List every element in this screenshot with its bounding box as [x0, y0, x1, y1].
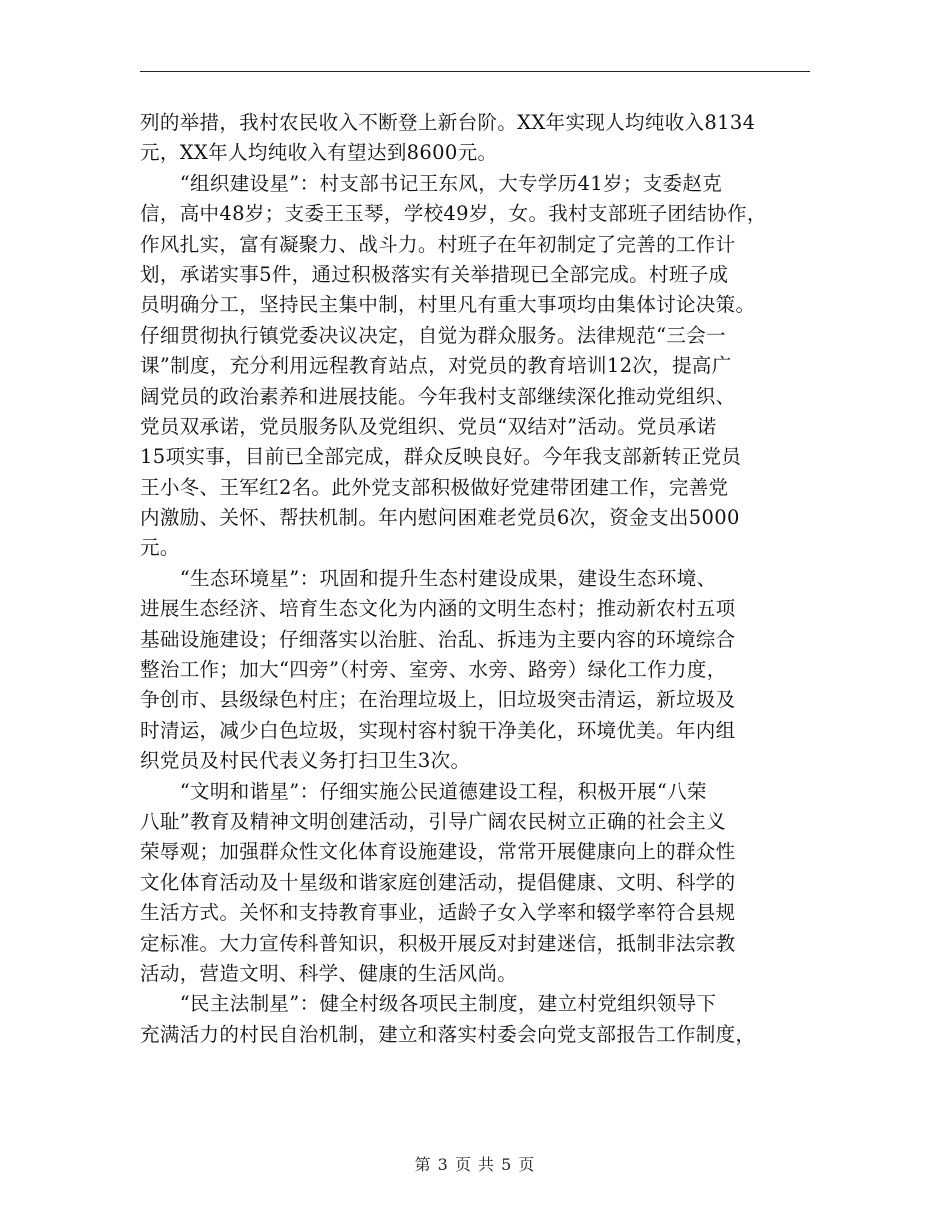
text-line: 信，高中48岁；支委王玉琴，学校49岁，女。我村支部班子团结协作， — [140, 202, 767, 226]
text-line: 八耻”教育及精神文明创建活动，引导广阔农民树立正确的社会主义 — [140, 809, 726, 833]
text-line: 织党员及村民代表义务打扫卫生3次。 — [140, 749, 471, 773]
text-line: “民主法制星”：健全村级各项民主制度，建立村党组织领导下 — [140, 992, 717, 1016]
text-line: 内激励、关怀、帮扶机制。年内慰问困难老党员6次，资金支出5000 — [140, 506, 740, 530]
text-line: 15项实事，目前已全部完成，群众反映良好。今年我支部新转正党员 — [140, 445, 742, 469]
text-line: 划，承诺实事5件，通过积极落实有关举措现已全部完成。村班子成 — [140, 262, 729, 286]
text-line: 王小冬、王军红2名。此外党支部积极做好党建带团建工作，完善党 — [140, 475, 729, 499]
text-line: “文明和谐星”：仔细实施公民道德建设工程，积极开展“八荣 — [140, 779, 707, 803]
text-line: 元，XX年人均纯收入有望达到8600元。 — [140, 141, 498, 165]
text-line: 元。 — [140, 536, 180, 560]
text-line: 生活方式。关怀和支持教育事业，适龄子女入学率和辍学率符合县规 — [140, 901, 736, 925]
text-line: “生态环境星”：巩固和提升生态村建设成果，建设生态环境、 — [140, 566, 717, 590]
text-line: 时清运，减少白色垃圾，实现村容村貌干净美化，环境优美。年内组 — [140, 718, 736, 742]
text-line: 列的举措，我村农民收入不断登上新台阶。XX年实现人均纯收入8134 — [140, 111, 756, 134]
page-footer: 第 3 页 共 5 页 — [414, 1155, 536, 1174]
text-line: 定标准。大力宣传科普知识，积极开展反对封建迷信，抵制非法宗教 — [140, 931, 736, 955]
text-line: 争创市、县级绿色村庄；在治理垃圾上，旧垃圾突击清运，新垃圾及 — [140, 688, 736, 712]
text-line: 进展生态经济、培育生态文化为内涵的文明生态村；推动新农村五项 — [140, 597, 736, 621]
text-line: 活动，营造文明、科学、健康的生活风尚。 — [140, 961, 518, 985]
text-line: 文化体育活动及十星级和谐家庭创建活动，提倡健康、文明、科学的 — [140, 870, 736, 894]
text-line: 员明确分工，坚持民主集中制，村里凡有重大事项均由集体讨论决策。 — [140, 293, 756, 317]
text-line: 整治工作；加大“四旁”（村旁、室旁、水旁、路旁）绿化工作力度， — [140, 658, 727, 682]
text-line: 作风扎实，富有凝聚力、战斗力。村班子在年初制定了完善的工作计 — [140, 232, 736, 256]
text-line: 基础设施建设；仔细落实以治脏、治乱、拆违为主要内容的环境综合 — [140, 627, 736, 651]
text-line: 阔党员的政治素养和进展技能。今年我村支部继续深化推动党组织、 — [140, 384, 736, 408]
text-line: 荣辱观；加强群众性文化体育设施建设，常常开展健康向上的群众性 — [140, 840, 736, 864]
text-line: “组织建设星”：村支部书记王东风，大专学历41岁；支委赵克 — [140, 171, 723, 195]
text-line: 仔细贯彻执行镇党委决议决定，自觉为群众服务。法律规范“三会一 — [140, 323, 726, 347]
text-line: 党员双承诺，党员服务队及党组织、党员“双结对”活动。党员承诺 — [140, 414, 717, 438]
body-text — [140, 108, 810, 1050]
text-line: 课”制度，充分利用远程教育站点，对党员的教育培训12次，提高广 — [140, 354, 732, 378]
header-rule — [140, 71, 810, 72]
text-line: 充满活力的村民自治机制，建立和落实村委会向党支部报告工作制度， — [140, 1022, 756, 1046]
